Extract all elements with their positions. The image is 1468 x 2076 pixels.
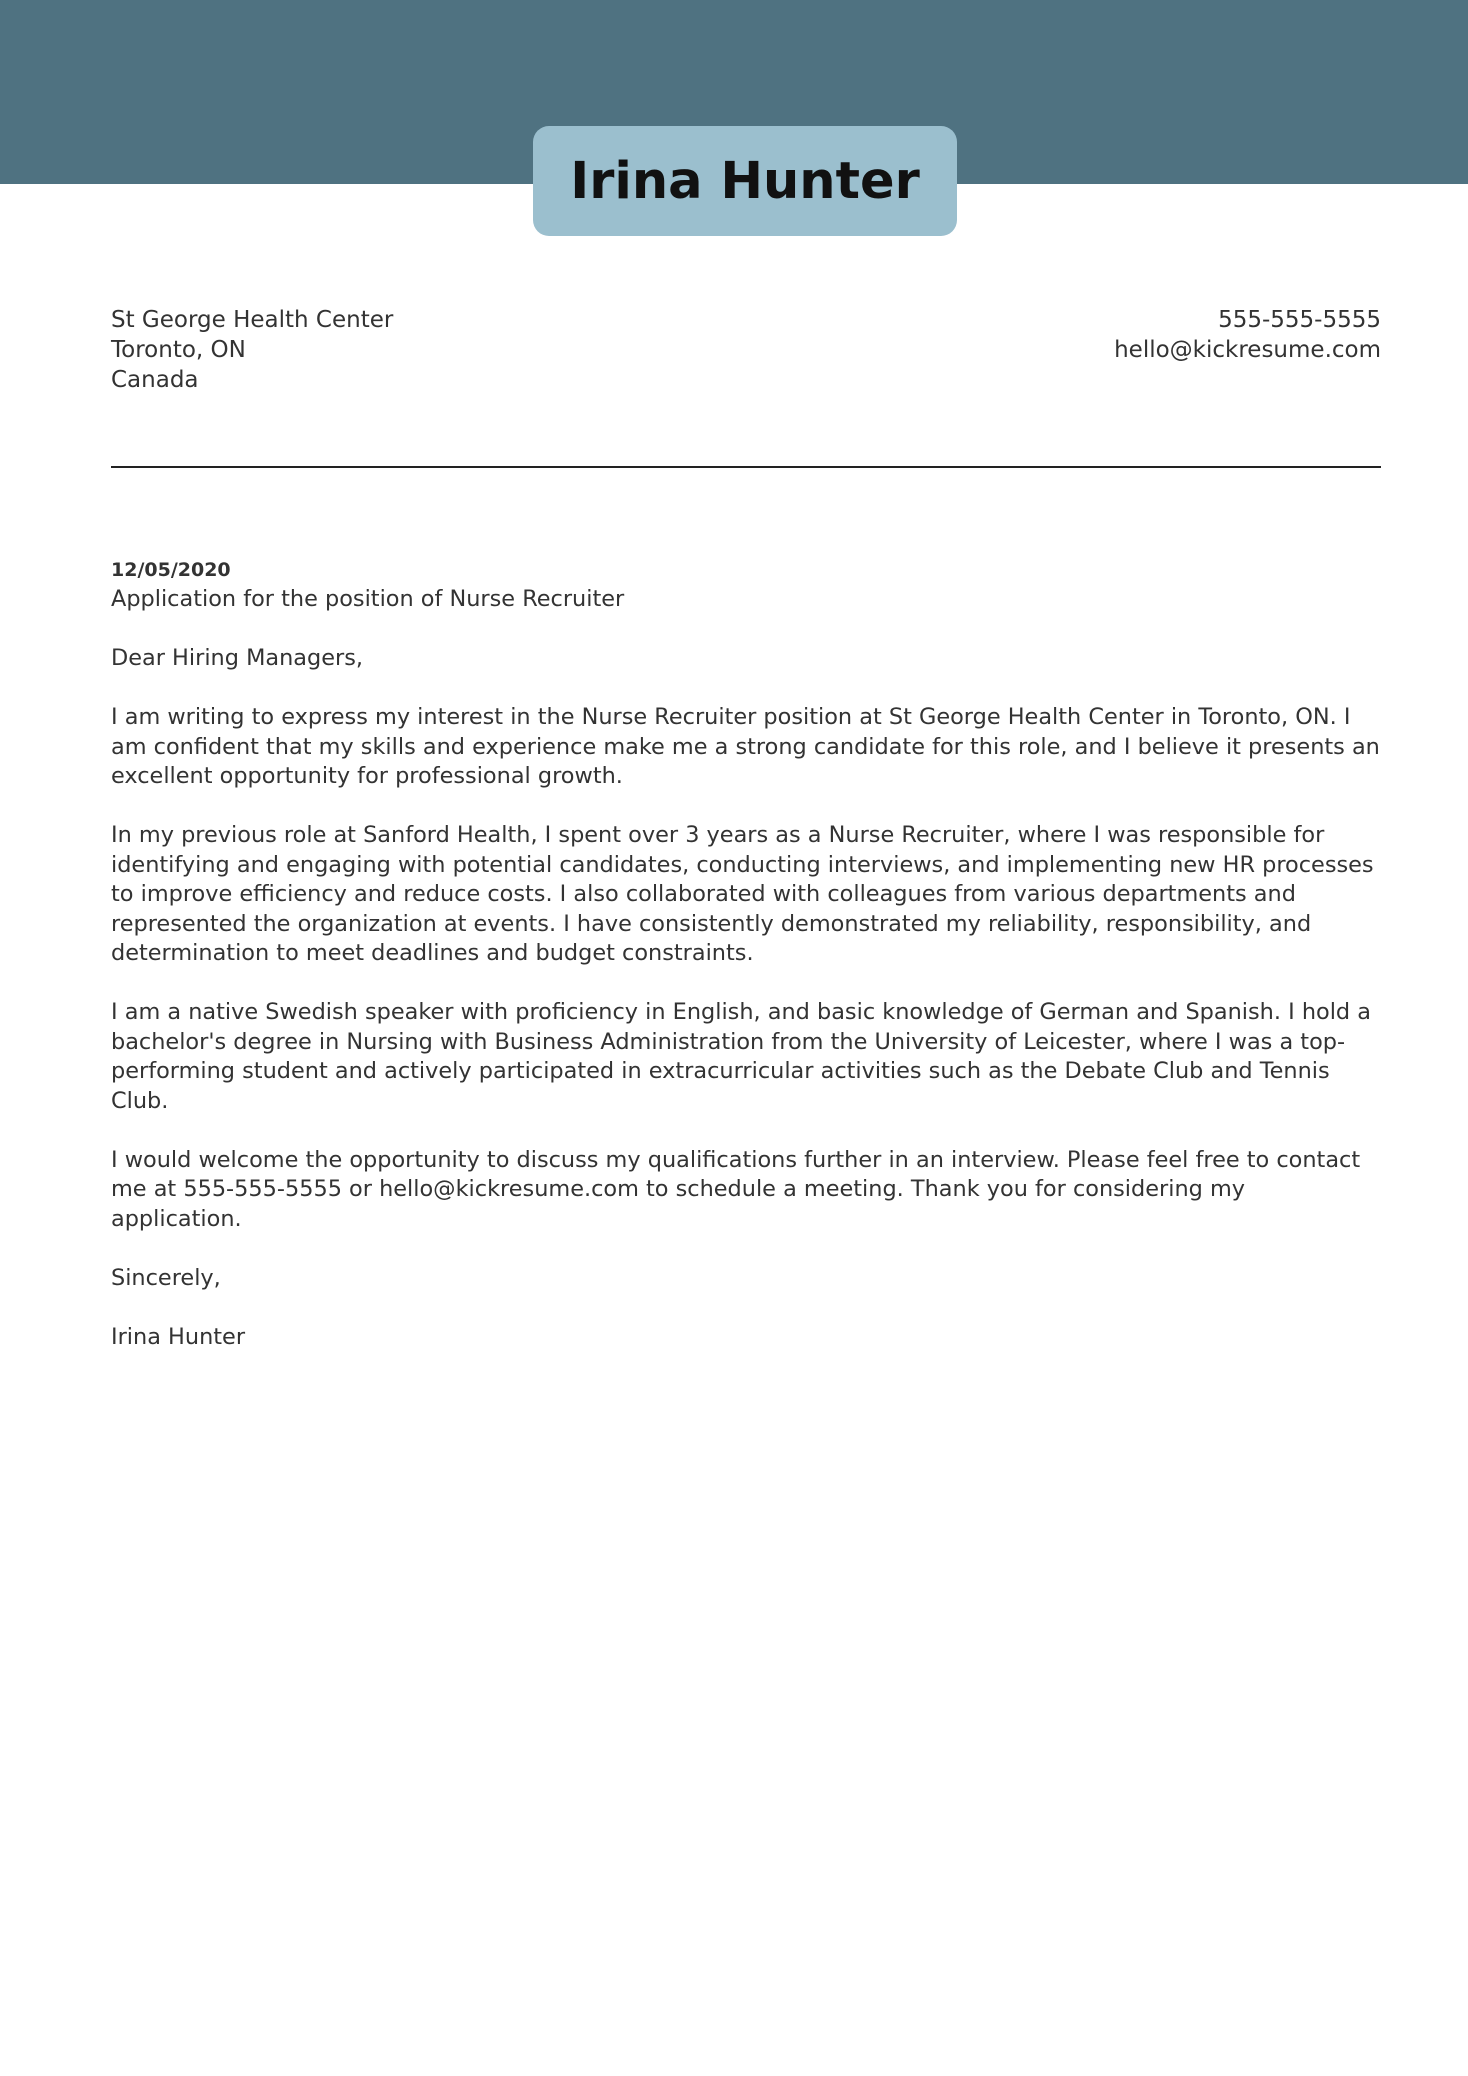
contact-email: hello@kickresume.com: [1114, 337, 1381, 363]
letter-subject: Application for the position of Nurse Recruiter: [111, 586, 625, 612]
applicant-name: Irina Hunter: [570, 151, 920, 211]
letter-paragraph: I am writing to express my interest in the Nurse Recruiter position at St George Health Center in Toronto, ON. I am confident that my skills and experience make me a strong candidate for this role, and I believe it presents an excellent opportunity for professional growth.: [111, 704, 1380, 789]
letter-paragraph: I would welcome the opportunity to discuss my qualifications further in an interview. Please feel free to contact me at 555-555-5555 or hello@kickresume.com to schedule a meeting. Thank you for considering my application.: [111, 1146, 1361, 1232]
letter-paragraph: I am a native Swedish speaker with proficiency in English, and basic knowledge of German and Spanish. I hold a bachelor's degree in Nursing with Business Administration from the University of Leicester, where I was a top-performing student and actively participated in extracurricular activities such as the Debate Club and Tennis Club.: [111, 999, 1371, 1114]
letter-paragraph: In my previous role at Sanford Health, I spent over 3 years as a Nurse Recruiter, where I was responsible for identifying and engaging with potential candidates, conducting interviews, and implementing new HR processes to improve efficiency and reduce costs. I also collaborated with colleagues from various departments and represented the organization at events. I have consistently demonstrated my reliability, responsibility, and determination to meet deadlines and budget constraints.: [111, 822, 1374, 966]
recipient-address: [111, 305, 393, 395]
letter-salutation: Dear Hiring Managers,: [111, 645, 363, 671]
contact-phone: 555-555-5555: [1218, 307, 1381, 333]
letter-body: [111, 555, 1381, 1382]
divider-line: [111, 466, 1381, 468]
letter-signature: Irina Hunter: [111, 1323, 246, 1350]
recipient-country: Canada: [111, 367, 199, 393]
recipient-city: Toronto, ON: [111, 337, 246, 363]
name-box: [533, 126, 957, 236]
contact-info: [1114, 305, 1381, 365]
letter-closing: Sincerely,: [111, 1264, 221, 1291]
letter-date: 12/05/2020: [111, 559, 231, 581]
recipient-organization: St George Health Center: [111, 307, 394, 333]
